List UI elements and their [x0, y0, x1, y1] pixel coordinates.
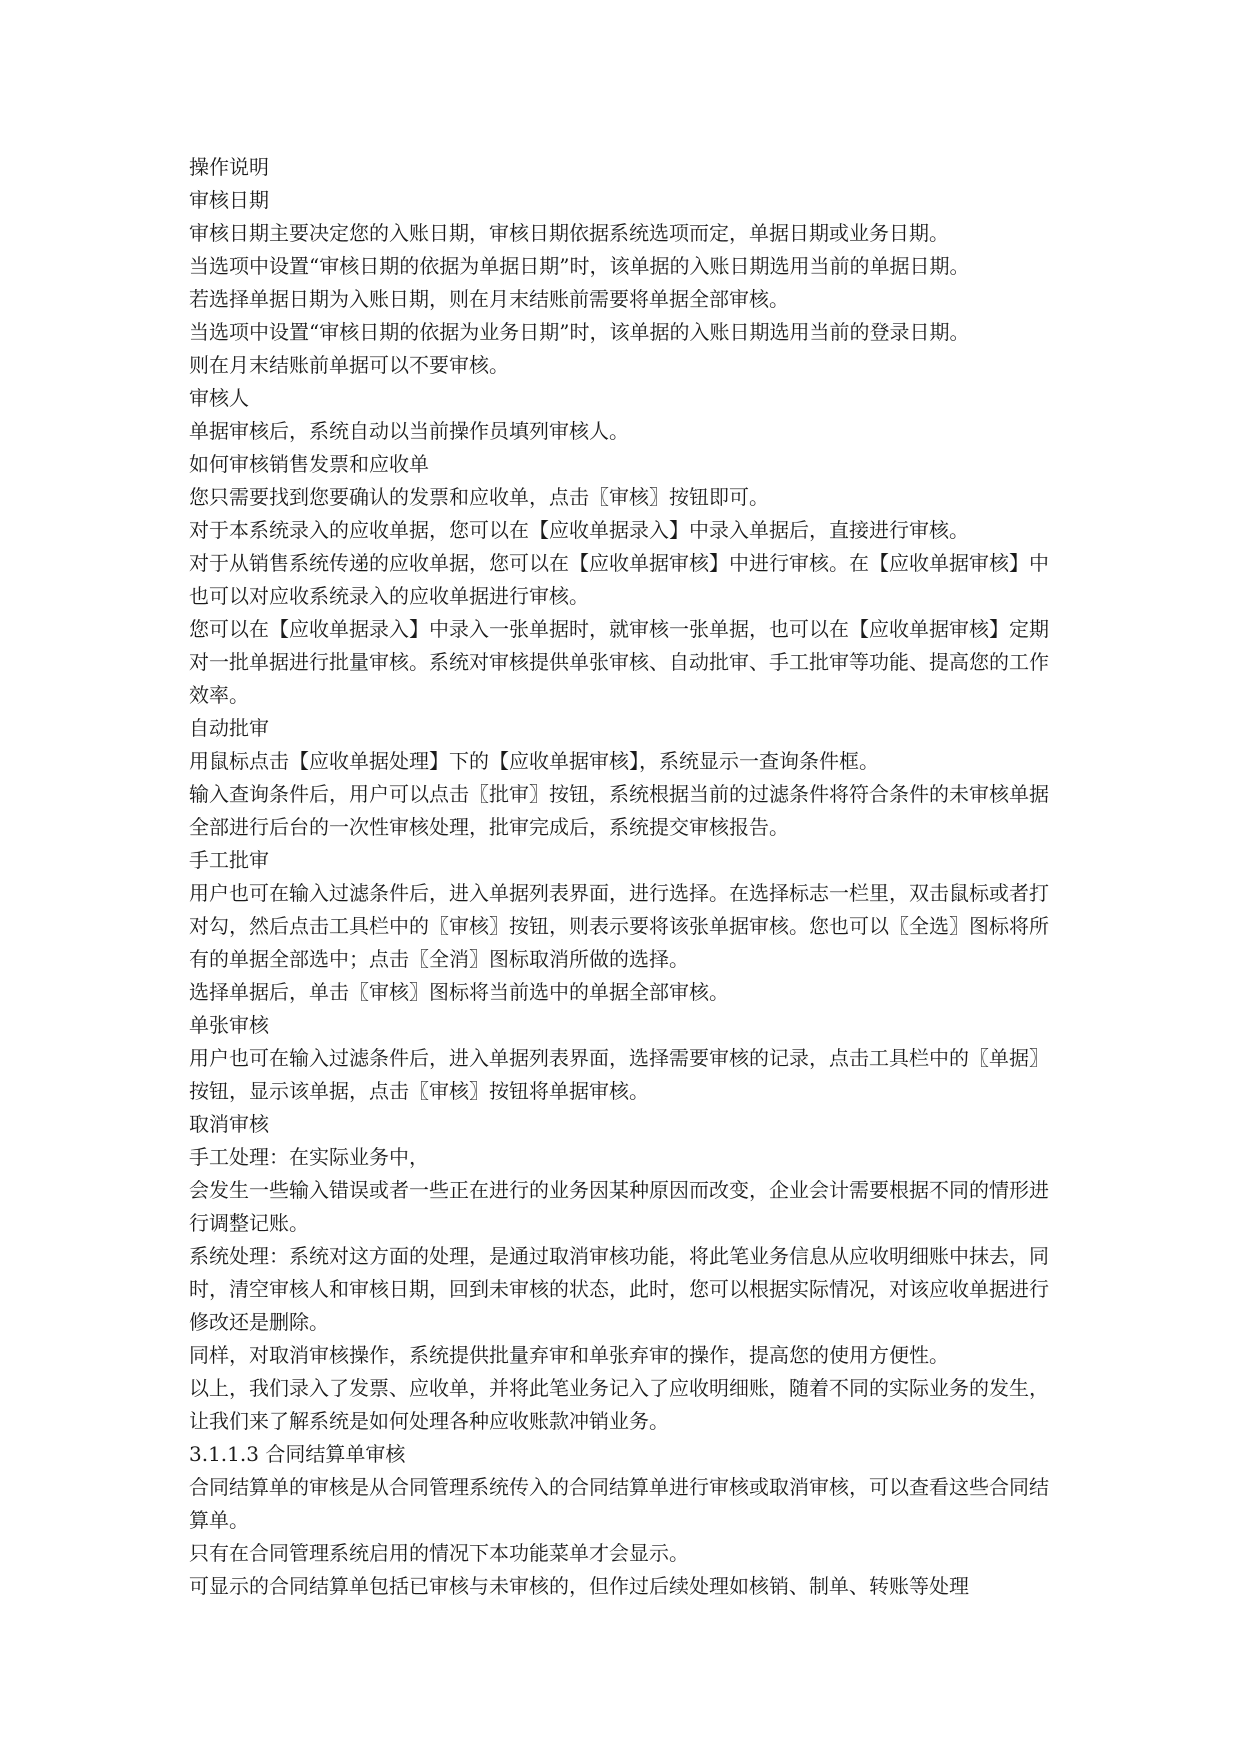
paragraph: 单据审核后，系统自动以当前操作员填列审核人。 — [189, 419, 629, 443]
heading-how-to-audit: 如何审核销售发票和应收单 — [189, 452, 429, 476]
heading-auto-batch-audit: 自动批审 — [189, 716, 269, 740]
paragraph: 用户也可在输入过滤条件后，进入单据列表界面，进行选择。在选择标志一栏里，双击鼠标或者打对勾，然后点击工具栏中的〖审核〗按钮，则表示要将该张单据审核。您也可以〖全选〗图标将所有的单据全部选中；点击〖全消〗图标取消所做的选择。 — [189, 881, 1049, 971]
section-heading-contract-settlement: 3.1.1.3 合同结算单审核 — [189, 1442, 406, 1466]
paragraph: 您只需要找到您要确认的发票和应收单，点击〖审核〗按钮即可。 — [189, 485, 769, 509]
paragraph: 以上，我们录入了发票、应收单，并将此笔业务记入了应收明细账，随着不同的实际业务的发生，让我们来了解系统是如何处理各种应收账款冲销业务。 — [189, 1376, 1049, 1433]
heading-operation-notes: 操作说明 — [189, 155, 269, 179]
paragraph: 手工处理：在实际业务中， — [189, 1145, 429, 1169]
document-body — [189, 151, 1051, 1603]
paragraph: 对于本系统录入的应收单据，您可以在【应收单据录入】中录入单据后，直接进行审核。 — [189, 518, 969, 542]
paragraph: 用户也可在输入过滤条件后，进入单据列表界面，选择需要审核的记录，点击工具栏中的〖单据〗按钮，显示该单据，点击〖审核〗按钮将单据审核。 — [189, 1046, 1049, 1103]
paragraph: 只有在合同管理系统启用的情况下本功能菜单才会显示。 — [189, 1541, 689, 1565]
paragraph: 同样，对取消审核操作，系统提供批量弃审和单张弃审的操作，提高您的使用方便性。 — [189, 1343, 949, 1367]
paragraph: 系统处理：系统对这方面的处理，是通过取消审核功能，将此笔业务信息从应收明细账中抹去，同时，清空审核人和审核日期，回到未审核的状态，此时，您可以根据实际情况，对该应收单据进行修改还是删除。 — [189, 1244, 1049, 1334]
paragraph: 选择单据后，单击〖审核〗图标将当前选中的单据全部审核。 — [189, 980, 729, 1004]
paragraph: 当选项中设置“审核日期的依据为业务日期”时，该单据的入账日期选用当前的登录日期。 — [189, 320, 970, 344]
paragraph: 可显示的合同结算单包括已审核与未审核的，但作过后续处理如核销、制单、转账等处理 — [189, 1574, 969, 1598]
heading-manual-batch-audit: 手工批审 — [189, 848, 269, 872]
heading-cancel-audit: 取消审核 — [189, 1112, 269, 1136]
paragraph: 您可以在【应收单据录入】中录入一张单据时，就审核一张单据，也可以在【应收单据审核】定期对一批单据进行批量审核。系统对审核提供单张审核、自动批审、手工批审等功能、提高您的工作效率。 — [189, 617, 1049, 707]
paragraph: 会发生一些输入错误或者一些正在进行的业务因某种原因而改变，企业会计需要根据不同的情形进行调整记账。 — [189, 1178, 1049, 1235]
paragraph: 审核日期主要决定您的入账日期，审核日期依据系统选项而定，单据日期或业务日期。 — [189, 221, 949, 245]
paragraph: 用鼠标点击【应收单据处理】下的【应收单据审核】，系统显示一查询条件框。 — [189, 749, 879, 773]
paragraph: 当选项中设置“审核日期的依据为单据日期”时，该单据的入账日期选用当前的单据日期。 — [189, 254, 970, 278]
paragraph: 合同结算单的审核是从合同管理系统传入的合同结算单进行审核或取消审核，可以查看这些合同结算单。 — [189, 1475, 1049, 1532]
heading-audit-date: 审核日期 — [189, 188, 269, 212]
paragraph: 对于从销售系统传递的应收单据，您可以在【应收单据审核】中进行审核。在【应收单据审核】中也可以对应收系统录入的应收单据进行审核。 — [189, 551, 1049, 608]
paragraph: 输入查询条件后，用户可以点击〖批审〗按钮，系统根据当前的过滤条件将符合条件的未审核单据全部进行后台的一次性审核处理，批审完成后，系统提交审核报告。 — [189, 782, 1049, 839]
paragraph: 若选择单据日期为入账日期，则在月末结账前需要将单据全部审核。 — [189, 287, 789, 311]
heading-auditor: 审核人 — [189, 386, 249, 410]
paragraph: 则在月末结账前单据可以不要审核。 — [189, 353, 509, 377]
heading-single-audit: 单张审核 — [189, 1013, 269, 1037]
